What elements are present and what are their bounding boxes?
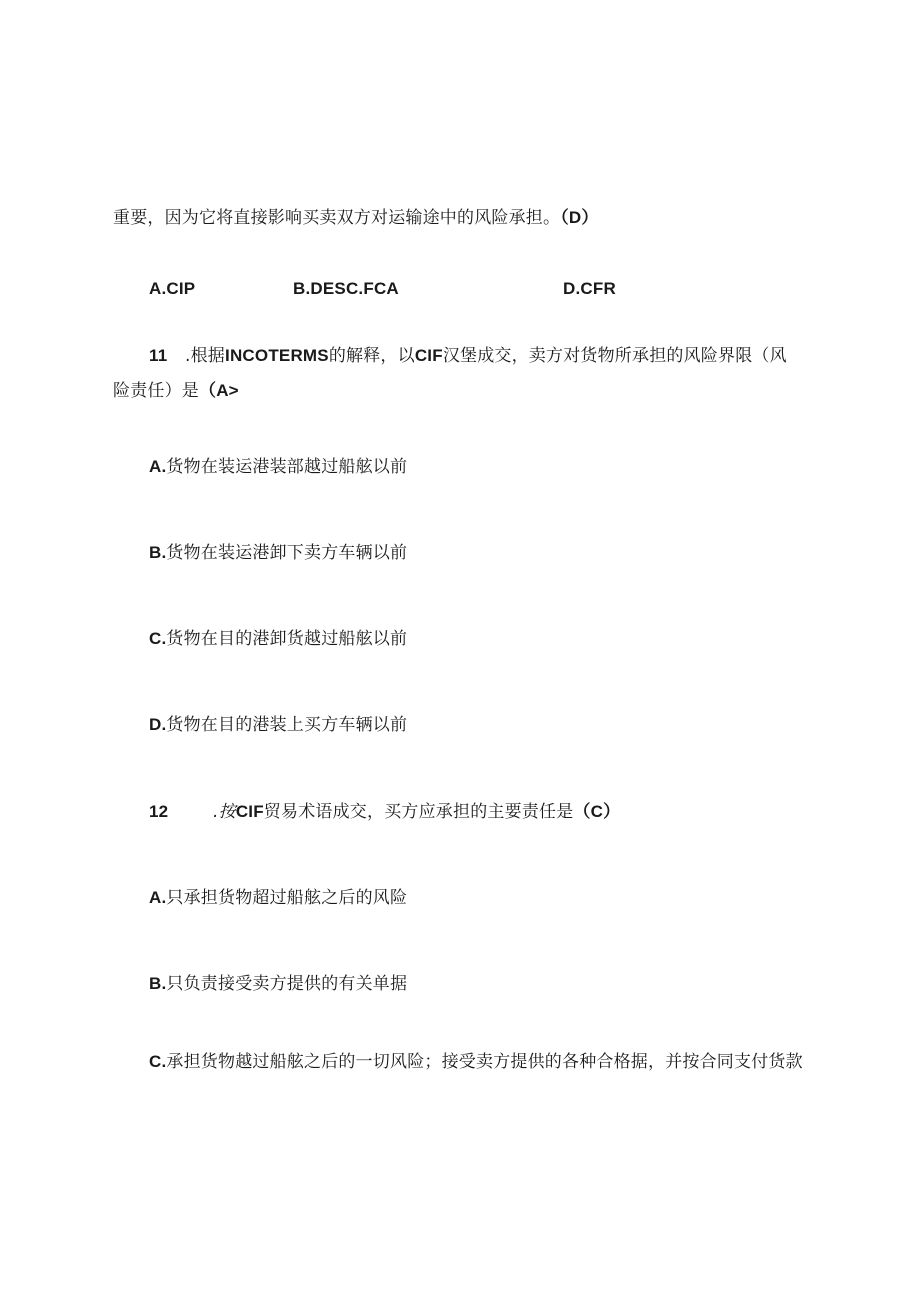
q11-stem-cif: CIF <box>414 346 443 365</box>
q11-option-a-label: A. <box>149 457 167 476</box>
q11-option-b <box>149 541 407 565</box>
q12-option-a-label: A. <box>149 888 167 907</box>
q11-stem-prefix: .根据 <box>185 346 226 366</box>
q11-option-a <box>149 455 407 479</box>
q11-stem-term: INCOTERMS <box>225 346 329 365</box>
q11-option-d <box>149 713 407 737</box>
q12-option-a-text: 只承担货物超过船舷之后的风险 <box>166 888 408 908</box>
q11-stem-mid: 的解释，以 <box>328 346 415 366</box>
q11-option-b-label: B. <box>149 543 167 562</box>
q12-stem-cif: CIF <box>235 802 264 821</box>
q11-option-d-text: 货物在目的港装上买方车辆以前 <box>166 715 408 735</box>
q12-stem-line <box>149 800 620 824</box>
q12-option-b-text: 只负责接受卖方提供的有关单据 <box>166 974 408 994</box>
q11-option-c-label: C. <box>149 629 167 648</box>
q12-answer: （C） <box>573 802 621 821</box>
q12-option-b <box>149 972 407 996</box>
q12-stem-prefix: .按 <box>213 802 236 822</box>
q11-option-a-text: 货物在装运港装部越过船舷以前 <box>166 457 408 477</box>
q11-option-d-label: D. <box>149 715 167 734</box>
q11-number: 11 <box>149 346 168 365</box>
q12-stem-rest: 贸易术语成交，买方应承担的主要责任是 <box>263 802 574 822</box>
q10-stem-line <box>113 206 599 230</box>
q11-option-c <box>149 627 407 651</box>
q12-option-a <box>149 886 407 910</box>
q10-option-b: B.DESC.FCA <box>293 279 399 298</box>
q11-answer: （A> <box>199 381 239 400</box>
q11-stem-line1 <box>149 344 787 368</box>
q11-option-b-text: 货物在装运港卸下卖方车辆以前 <box>166 543 408 563</box>
q11-stem-line2 <box>113 379 239 403</box>
q12-number: 12 <box>149 802 169 821</box>
q12-option-c-text: 承担货物越过船舷之后的一切风险；接受卖方提供的各种合格据，并按合同支付货款 <box>166 1052 803 1072</box>
q10-stem-text: 重要，因为它将直接影响买卖双方对运输途中的风险承担。 <box>113 208 561 228</box>
q12-option-b-label: B. <box>149 974 167 993</box>
q12-option-c-label: C. <box>149 1052 167 1071</box>
q11-stem-line2-text: 险责任）是 <box>113 381 199 401</box>
q10-option-a: A.CIP <box>149 279 196 298</box>
q11-stem-rest: 汉堡成交，卖方对货物所承担的风险界限（风 <box>442 346 787 366</box>
q10-answer: （D） <box>560 208 599 227</box>
q12-option-c <box>149 1050 803 1074</box>
q10-option-d: D.CFR <box>563 279 616 298</box>
q11-option-c-text: 货物在目的港卸货越过船舷以前 <box>166 629 408 649</box>
